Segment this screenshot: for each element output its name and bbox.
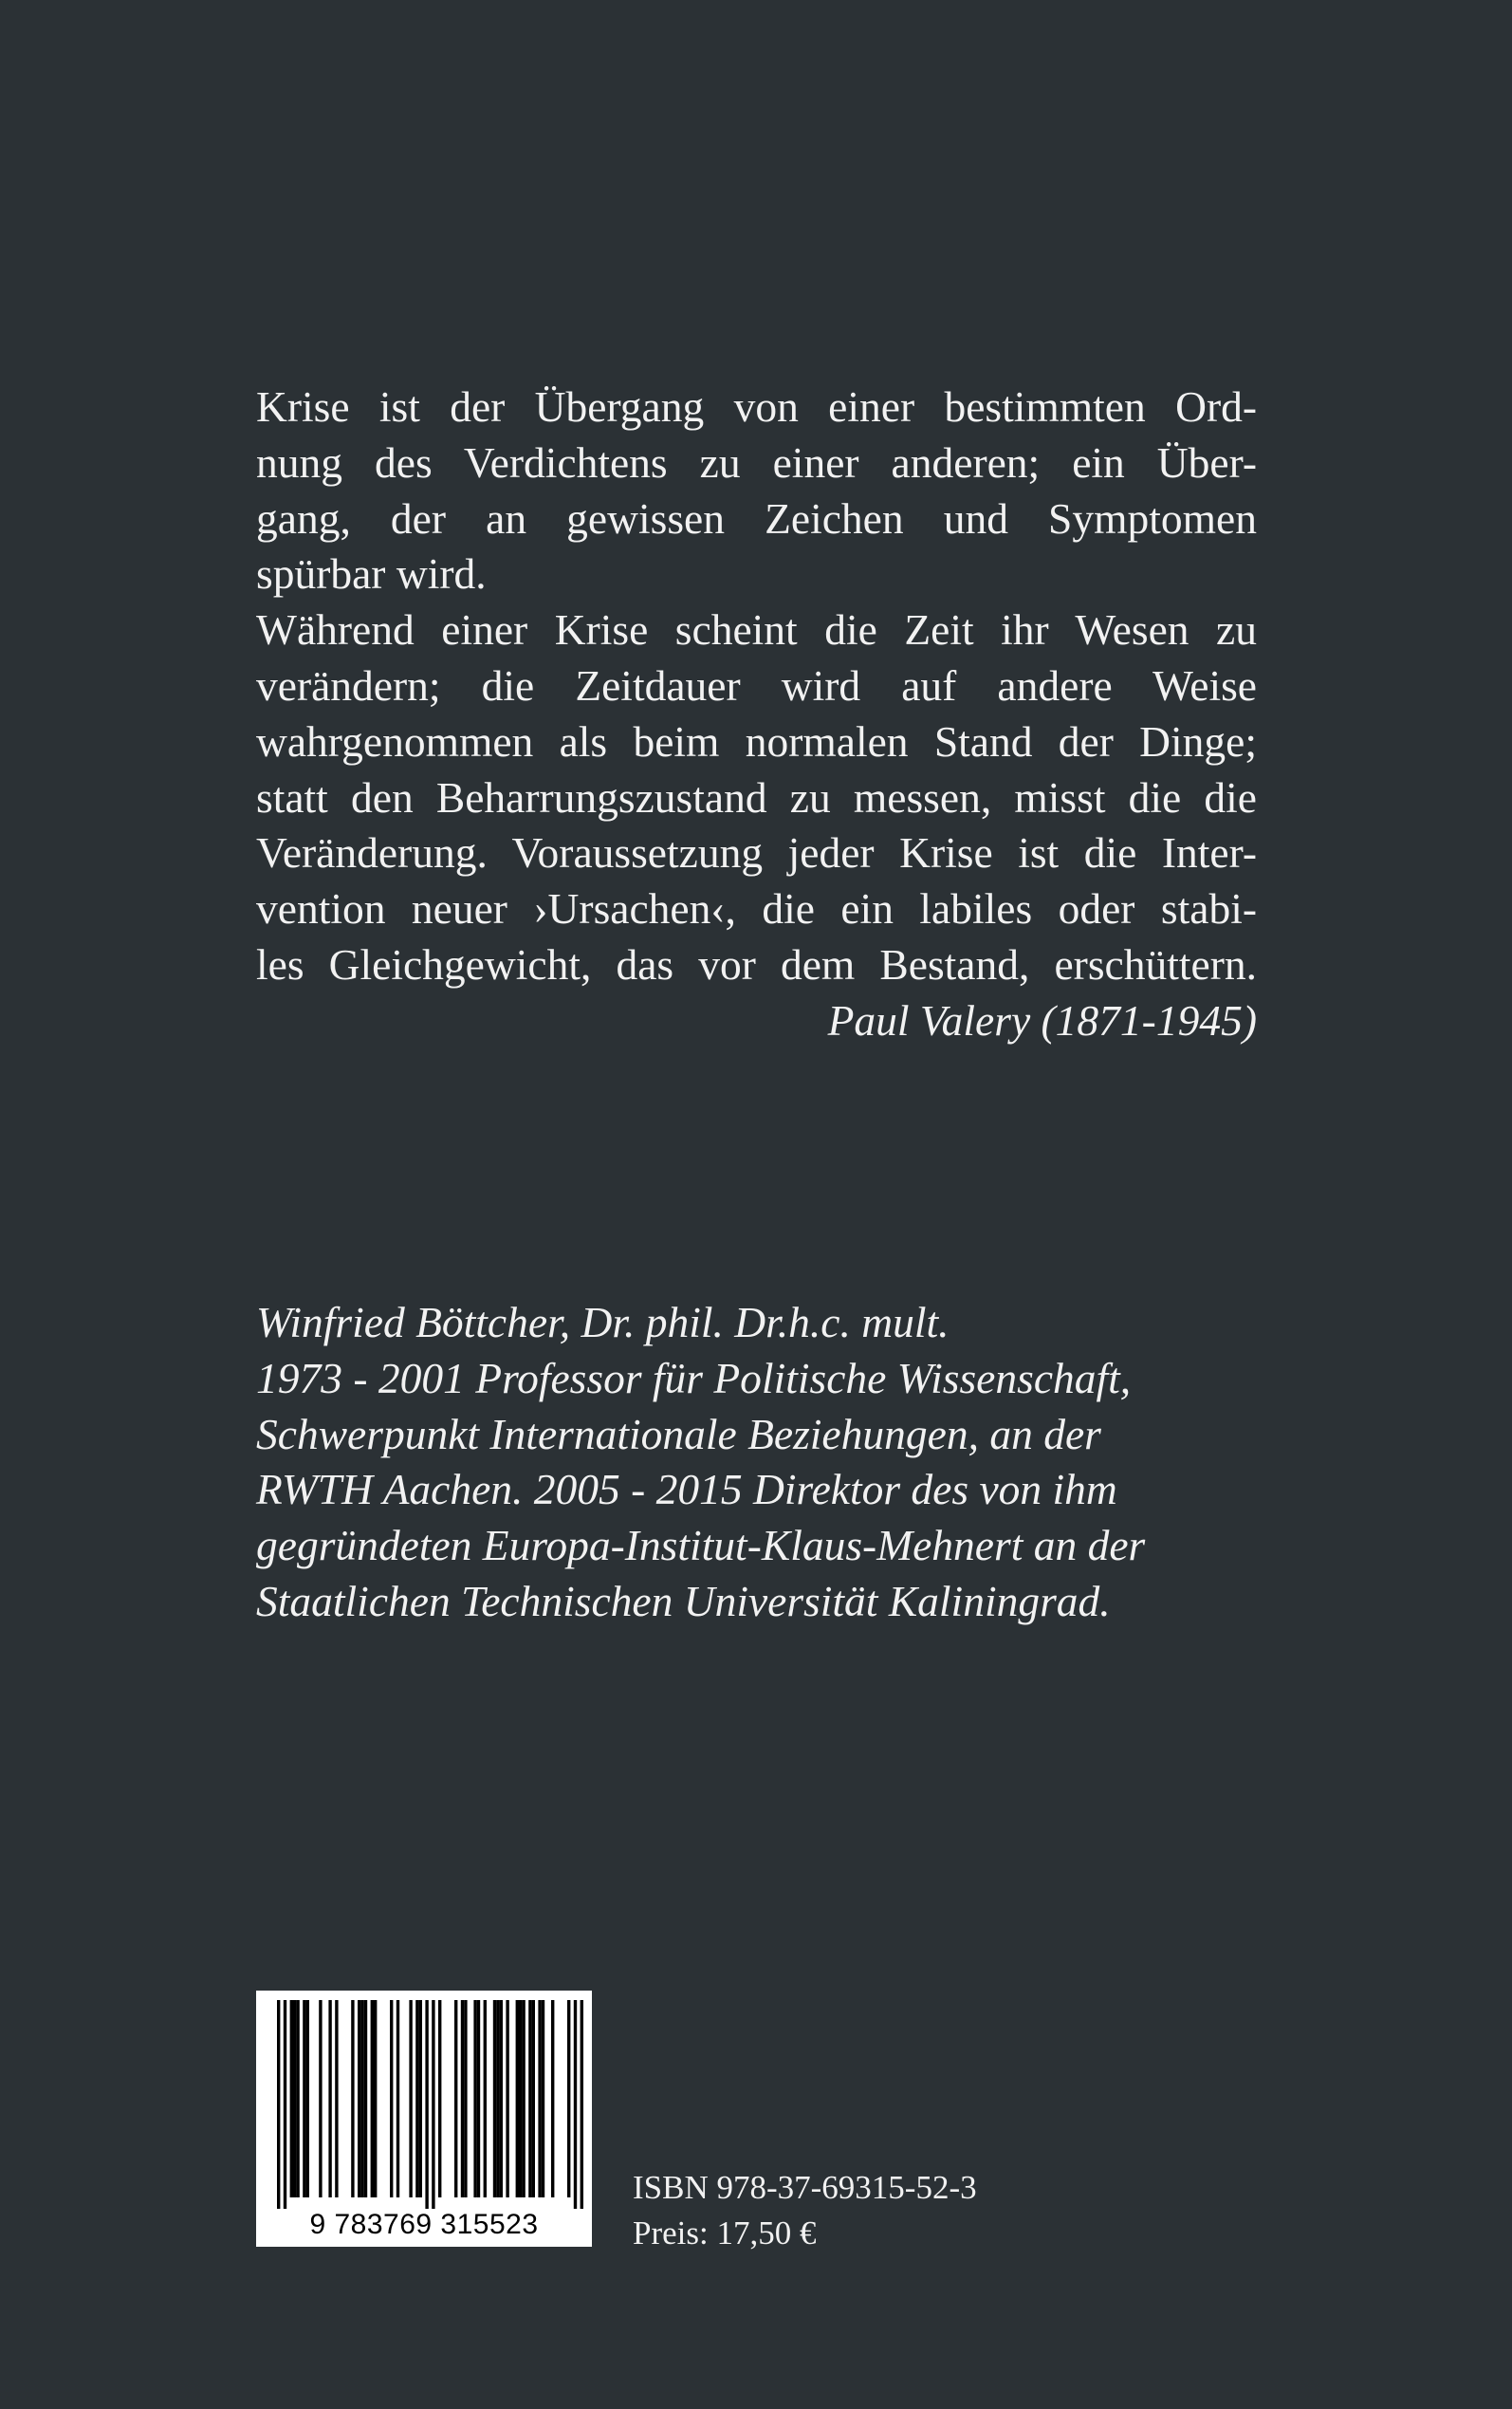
barcode-graphic [256, 1991, 592, 2247]
barcode-bar [542, 2000, 544, 2197]
barcode-bar [364, 2000, 367, 2197]
barcode-bar [464, 2000, 467, 2197]
price: Preis: 17,50 € [633, 2214, 817, 2251]
isbn-number: ISBN 978-37-69315-52-3 [633, 2169, 977, 2206]
barcode-bar [432, 2000, 434, 2209]
bio-line: Winfried Böttcher, Dr. phil. Dr.h.c. mult. [256, 1298, 950, 1346]
barcode-bar [522, 2000, 525, 2197]
barcode-bar [532, 2000, 535, 2197]
barcode-bar [358, 2000, 360, 2197]
isbn-barcode [256, 1991, 592, 2247]
barcode-bars [277, 2000, 583, 2209]
barcode-bar [500, 2000, 503, 2197]
quote-line: verändern; die Zeitdauer wird auf andere Weise [256, 660, 1257, 710]
barcode-bar [371, 2000, 374, 2197]
barcode-bar [528, 2000, 531, 2197]
barcode-bar [581, 2000, 583, 2209]
quote-line: vention neuer ›Ursachen‹, die ein labiles oder stabi- [256, 884, 1257, 934]
barcode-bar [484, 2000, 487, 2197]
barcode-bar [284, 2000, 286, 2209]
barcode-bar [551, 2000, 554, 2197]
quote-line: spürbar wird. [256, 549, 487, 599]
barcode-bar [396, 2000, 399, 2197]
barcode-bar [519, 2000, 522, 2197]
bio-line: RWTH Aachen. 2005 - 2015 Direktor des von ihm [256, 1465, 1117, 1514]
back-cover-quote [256, 380, 1257, 1049]
barcode-bar [415, 2000, 418, 2197]
quote-attribution: Paul Valery (1871-1945) [827, 995, 1257, 1045]
barcode-bar [516, 2000, 519, 2197]
barcode-bar [461, 2000, 464, 2197]
quote-line: nung des Verdichtens zu einer anderen; ein Über- [256, 437, 1257, 487]
barcode-bar [496, 2000, 499, 2197]
barcode-bar [567, 2000, 570, 2197]
barcode-bar [360, 2000, 363, 2197]
author-bio [256, 1295, 1300, 1630]
barcode-bar [319, 2000, 322, 2197]
quote-line: gang, der an gewissen Zeichen und Symptomen [256, 493, 1257, 543]
barcode-bar [425, 2000, 428, 2209]
barcode-bar [328, 2000, 331, 2197]
bio-line: Staatlichen Technischen Universität Kaliningrad. [256, 1576, 1111, 1625]
barcode-bar [493, 2000, 496, 2197]
barcode-bar [277, 2000, 280, 2209]
bio-line: 1973 - 2001 Professor für Politische Wissenschaft, [256, 1353, 1132, 1402]
quote-line: les Gleichgewicht, das vor dem Bestand, erschüttern. [256, 939, 1257, 989]
bio-line: gegründeten Europa-Institut-Klaus-Mehnert an der [256, 1521, 1146, 1570]
barcode-bar [390, 2000, 393, 2197]
barcode-bar [293, 2000, 296, 2197]
quote-line: Krise ist der Übergang von einer bestimmten Ord- [256, 382, 1257, 431]
barcode-bar [409, 2000, 412, 2197]
barcode-bar [306, 2000, 309, 2197]
barcode-bar [454, 2000, 457, 2197]
barcode-bar [473, 2000, 476, 2197]
barcode-bar [351, 2000, 354, 2197]
quote-line: wahrgenommen als beim normalen Stand der Dinge; [256, 716, 1257, 766]
barcode-bar [290, 2000, 293, 2197]
barcode-bar [574, 2000, 577, 2209]
barcode-bar [506, 2000, 508, 2197]
quote-line: Während einer Krise scheint die Zeit ihr Wesen zu [256, 605, 1257, 655]
barcode-bar [438, 2000, 441, 2197]
isbn-price-block [633, 2165, 977, 2256]
quote-line: Veränderung. Voraussetzung jeder Krise ist die Inter- [256, 828, 1257, 878]
barcode-bar [538, 2000, 541, 2197]
bio-line: Schwerpunkt Internationale Beziehungen, an der [256, 1409, 1101, 1458]
barcode-bar [419, 2000, 422, 2197]
barcode-bar [296, 2000, 299, 2197]
barcode-bar [303, 2000, 305, 2197]
barcode-bar [374, 2000, 377, 2197]
quote-line: statt den Beharrungszustand zu messen, misst die die [256, 772, 1257, 822]
barcode-digits: 9 783769 315523 [309, 2209, 539, 2240]
barcode-bar [335, 2000, 338, 2197]
barcode-bar [477, 2000, 480, 2197]
